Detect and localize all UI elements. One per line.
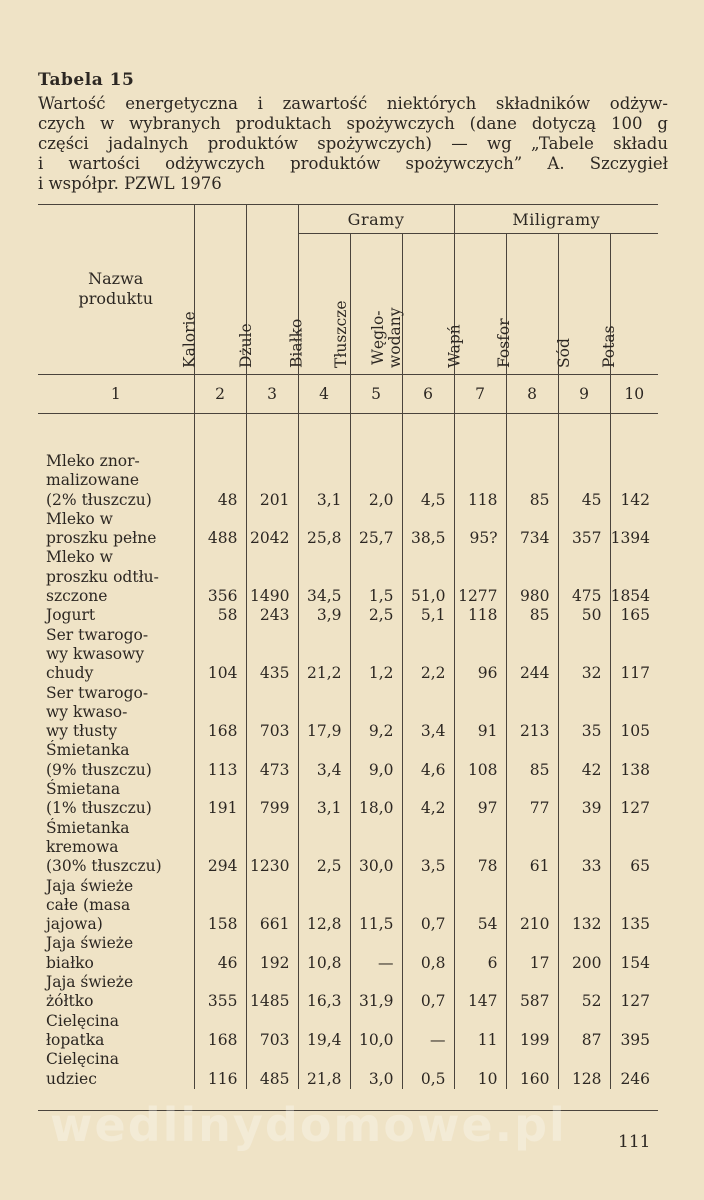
value-cell: 1230 (246, 819, 298, 877)
value-cell: 2042 (246, 510, 298, 549)
value-cell: 199 (506, 1012, 558, 1051)
value-cell: 91 (454, 684, 506, 742)
table-row (38, 684, 658, 742)
value-cell: 0,7 (402, 877, 454, 935)
value-cell: 38,5 (402, 510, 454, 549)
value-cell: 142 (610, 452, 658, 510)
header-label: Dżule (237, 322, 256, 368)
product-name (38, 452, 194, 510)
value-cell: 160 (506, 1050, 558, 1089)
product-name-line: (9% tłuszczu) (46, 760, 152, 779)
table-row (38, 1050, 658, 1089)
table-row (38, 780, 658, 819)
value-cell: 154 (610, 934, 658, 973)
value-cell: 25,8 (298, 510, 350, 549)
column-number: 1 (38, 375, 194, 414)
value-cell: 3,0 (350, 1050, 402, 1089)
value-cell: 78 (454, 819, 506, 877)
value-cell: 0,8 (402, 934, 454, 973)
value-cell: 12,8 (298, 877, 350, 935)
value-cell: 9,0 (350, 741, 402, 780)
value-cell: 488 (194, 510, 246, 549)
value-cell: 3,4 (402, 684, 454, 742)
value-cell: 356 (194, 548, 246, 606)
value-cell: 104 (194, 626, 246, 684)
table-label: Tabela 15 (38, 70, 135, 90)
value-cell: 116 (194, 1050, 246, 1089)
value-cell: 1,5 (350, 548, 402, 606)
value-cell: 25,7 (350, 510, 402, 549)
value-cell: 42 (558, 741, 610, 780)
value-cell: 2,2 (402, 626, 454, 684)
nutrition-table (38, 204, 658, 1089)
value-cell: 587 (506, 973, 558, 1012)
column-header-potas (600, 234, 658, 375)
spacer-row (38, 414, 658, 453)
caption-line: części jadalnych produktów spożywczych) — wg „Tabele składu (38, 134, 668, 153)
value-cell: 2,5 (350, 606, 402, 625)
column-number: 5 (350, 375, 402, 414)
value-cell: 105 (610, 684, 658, 742)
value-cell: 435 (246, 626, 298, 684)
column-number: 9 (558, 375, 610, 414)
value-cell: 118 (454, 452, 506, 510)
caption-line: Wartość energetyczna i zawartość niektórych składników odżyw- (38, 94, 668, 113)
header-label: Białko (287, 318, 306, 368)
header-label: Tłuszcze (332, 300, 350, 368)
value-cell: 191 (194, 780, 246, 819)
product-name-line: (2% tłuszczu) (46, 490, 152, 509)
table-row (38, 510, 658, 549)
watermark: wedlinydomowe.pl (50, 1098, 567, 1152)
header-label: Kalorie (180, 310, 199, 368)
product-name-line: szczone (46, 587, 108, 606)
column-number: 8 (506, 375, 558, 414)
value-cell: 703 (246, 684, 298, 742)
value-cell: 50 (558, 606, 610, 625)
value-cell: 355 (194, 973, 246, 1012)
group-header-milligrams: Miligramy (454, 205, 658, 234)
column-number: 10 (610, 375, 658, 414)
product-name-line: Ser twarogo- (46, 625, 149, 644)
value-cell: 2,0 (350, 452, 402, 510)
value-cell: 87 (558, 1012, 610, 1051)
value-cell: 10 (454, 1050, 506, 1089)
value-cell: 85 (506, 606, 558, 625)
value-cell: 17 (506, 934, 558, 973)
value-cell: 3,1 (298, 452, 350, 510)
value-cell: 3,5 (402, 819, 454, 877)
table-row (38, 1012, 658, 1051)
caption-line: i wartości odżywczych produktów spożywczych” A. Szczygieł (38, 154, 668, 173)
value-cell: 117 (610, 626, 658, 684)
value-cell: 32 (558, 626, 610, 684)
value-cell: 65 (610, 819, 658, 877)
value-cell: 19,4 (298, 1012, 350, 1051)
product-name-line: Jaja świeże (46, 876, 134, 895)
value-cell: 168 (194, 1012, 246, 1051)
product-name (38, 741, 194, 780)
value-cell: — (402, 1012, 454, 1051)
value-cell: 4,2 (402, 780, 454, 819)
value-cell: 357 (558, 510, 610, 549)
value-cell: 34,5 (298, 548, 350, 606)
value-cell: 734 (506, 510, 558, 549)
value-cell: 980 (506, 548, 558, 606)
header-label-part: wodany (385, 307, 404, 368)
value-cell: 35 (558, 684, 610, 742)
value-cell: 244 (506, 626, 558, 684)
column-header-name (38, 205, 194, 375)
value-cell: 703 (246, 1012, 298, 1051)
value-cell: 21,8 (298, 1050, 350, 1089)
value-cell: 135 (610, 877, 658, 935)
product-name-line: wy tłusty (46, 722, 118, 741)
product-name (38, 510, 194, 549)
value-cell: 58 (194, 606, 246, 625)
value-cell: 33 (558, 819, 610, 877)
value-cell: 127 (610, 780, 658, 819)
page-number: 111 (618, 1132, 651, 1152)
value-cell: 799 (246, 780, 298, 819)
value-cell: 128 (558, 1050, 610, 1089)
column-number: 7 (454, 375, 506, 414)
value-cell: 39 (558, 780, 610, 819)
table-row (38, 934, 658, 973)
value-cell: 11 (454, 1012, 506, 1051)
value-cell: 10,8 (298, 934, 350, 973)
value-cell: 246 (610, 1050, 658, 1089)
value-cell: 17,9 (298, 684, 350, 742)
value-cell: 3,9 (298, 606, 350, 625)
product-name-line: (1% tłuszczu) (46, 799, 152, 818)
product-name (38, 934, 194, 973)
name-header-line: Nazwa (88, 269, 144, 288)
table-row (38, 452, 658, 510)
value-cell: 210 (506, 877, 558, 935)
column-number: 3 (246, 375, 298, 414)
value-cell: 294 (194, 819, 246, 877)
value-cell: 168 (194, 684, 246, 742)
value-cell: 1854 (610, 548, 658, 606)
column-number: 2 (194, 375, 246, 414)
value-cell: 200 (558, 934, 610, 973)
header-label-part: Węglo- (368, 310, 387, 366)
product-name-line: proszku pełne (46, 529, 157, 548)
product-name-line: żółtko (46, 992, 94, 1011)
value-cell: 11,5 (350, 877, 402, 935)
value-cell: 1,2 (350, 626, 402, 684)
table-row (38, 548, 658, 606)
value-cell: 21,2 (298, 626, 350, 684)
group-header-grams: Gramy (298, 205, 454, 234)
caption-line: czych w wybranych produktach spożywczych (dane dotyczą 100 g (38, 114, 668, 133)
value-cell: 138 (610, 741, 658, 780)
product-name (38, 684, 194, 742)
table-row (38, 741, 658, 780)
value-cell: 475 (558, 548, 610, 606)
column-header-fosfor (495, 234, 558, 375)
product-name-line: proszku odtłu- (46, 567, 159, 586)
header-label: Potas (600, 325, 619, 368)
value-cell: 1394 (610, 510, 658, 549)
value-cell: 85 (506, 741, 558, 780)
product-name-line: Mleko w (46, 548, 113, 567)
product-name (38, 606, 194, 625)
value-cell: 46 (194, 934, 246, 973)
product-name (38, 1050, 194, 1089)
product-name-line: Śmietanka (46, 818, 130, 837)
product-name (38, 819, 194, 877)
product-name-line: Mleko znor- (46, 452, 140, 470)
product-name-line: białko (46, 953, 94, 972)
product-name (38, 626, 194, 684)
value-cell: — (350, 934, 402, 973)
product-name-line: Jaja świeże (46, 973, 134, 992)
value-cell: 10,0 (350, 1012, 402, 1051)
value-cell: 16,3 (298, 973, 350, 1012)
value-cell: 108 (454, 741, 506, 780)
product-name (38, 780, 194, 819)
value-cell: 1277 (454, 548, 506, 606)
value-cell: 51,0 (402, 548, 454, 606)
header-label: Fosfor (495, 318, 514, 368)
value-cell: 201 (246, 452, 298, 510)
value-cell: 192 (246, 934, 298, 973)
value-cell: 0,5 (402, 1050, 454, 1089)
header-label: Sód (555, 338, 574, 368)
value-cell: 95? (454, 510, 506, 549)
value-cell: 6 (454, 934, 506, 973)
value-cell: 473 (246, 741, 298, 780)
table-row (38, 973, 658, 1012)
product-name-line: wy kwasowy (46, 644, 145, 663)
caption-line: i współpr. PZWL 1976 (38, 174, 222, 193)
product-name-line: malizowane (46, 471, 140, 490)
name-header-line: produktu (78, 289, 153, 308)
value-cell: 165 (610, 606, 658, 625)
value-cell: 96 (454, 626, 506, 684)
product-name (38, 877, 194, 935)
value-cell: 118 (454, 606, 506, 625)
header-label: Wapń (445, 324, 464, 368)
value-cell: 113 (194, 741, 246, 780)
value-cell: 45 (558, 452, 610, 510)
value-cell: 97 (454, 780, 506, 819)
product-name-line: (30% tłuszczu) (46, 857, 162, 876)
value-cell: 4,5 (402, 452, 454, 510)
product-name-line: Cielęcina (46, 1050, 119, 1069)
product-name-line: udziec (46, 1069, 97, 1088)
value-cell: 213 (506, 684, 558, 742)
product-name (38, 548, 194, 606)
header-label (370, 307, 404, 368)
table-row (38, 877, 658, 935)
value-cell: 54 (454, 877, 506, 935)
product-name-line: Śmietana (46, 780, 121, 799)
value-cell: 132 (558, 877, 610, 935)
product-name-line: Mleko w (46, 509, 113, 528)
value-cell: 243 (246, 606, 298, 625)
value-cell: 30,0 (350, 819, 402, 877)
value-cell: 485 (246, 1050, 298, 1089)
product-name-line: chudy (46, 664, 94, 683)
value-cell: 77 (506, 780, 558, 819)
value-cell: 147 (454, 973, 506, 1012)
table-row (38, 626, 658, 684)
column-number: 4 (298, 375, 350, 414)
value-cell: 85 (506, 452, 558, 510)
product-name-line: Jaja świeże (46, 934, 134, 953)
value-cell: 61 (506, 819, 558, 877)
value-cell: 52 (558, 973, 610, 1012)
product-name-line: łopatka (46, 1030, 105, 1049)
product-name-line: wy kwaso- (46, 702, 128, 721)
value-cell: 4,6 (402, 741, 454, 780)
value-cell: 158 (194, 877, 246, 935)
product-name-line: całe (masa (46, 895, 131, 914)
value-cell: 395 (610, 1012, 658, 1051)
value-cell: 3,4 (298, 741, 350, 780)
value-cell: 48 (194, 452, 246, 510)
value-cell: 5,1 (402, 606, 454, 625)
value-cell: 1490 (246, 548, 298, 606)
product-name-line: Cielęcina (46, 1011, 119, 1030)
value-cell: 3,1 (298, 780, 350, 819)
product-name-line: Jogurt (46, 606, 96, 625)
product-name-line: jajowa) (46, 915, 103, 934)
value-cell: 9,2 (350, 684, 402, 742)
column-number: 6 (402, 375, 454, 414)
column-number-row (38, 375, 658, 414)
value-cell: 0,7 (402, 973, 454, 1012)
value-cell: 1485 (246, 973, 298, 1012)
product-name (38, 1012, 194, 1051)
product-name-line: Ser twarogo- (46, 683, 149, 702)
product-name-line: kremowa (46, 837, 119, 856)
table-caption (38, 94, 668, 194)
value-cell: 127 (610, 973, 658, 1012)
value-cell: 661 (246, 877, 298, 935)
product-name-line: Śmietanka (46, 741, 130, 760)
table-row (38, 819, 658, 877)
table-row (38, 606, 658, 625)
value-cell: 18,0 (350, 780, 402, 819)
value-cell: 2,5 (298, 819, 350, 877)
product-name (38, 973, 194, 1012)
value-cell: 31,9 (350, 973, 402, 1012)
